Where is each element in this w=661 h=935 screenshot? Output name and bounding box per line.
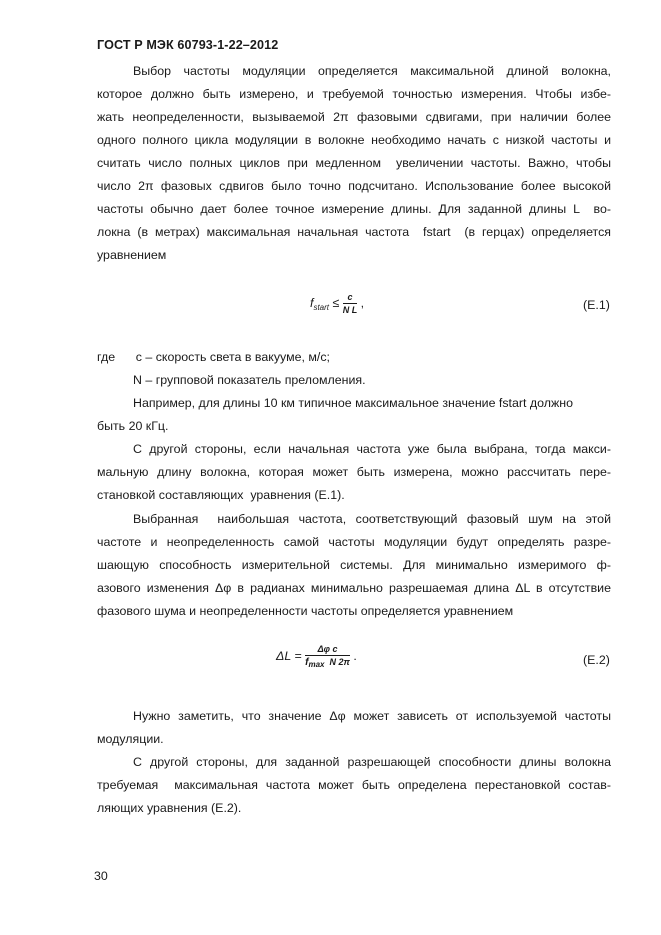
where-c-line: где c – скорость света в вакууме, м/с; — [97, 350, 330, 364]
text-line: считать число полных циклов при медленном увеличении частоты. Важно, чтобы — [97, 156, 611, 170]
eq1-relation: ≤ — [332, 295, 340, 310]
document-header: ГОСТ Р МЭК 60793-1-22–2012 — [97, 38, 279, 52]
equation-e2 — [276, 644, 357, 669]
text-line: ляющих уравнения (Е.2). — [97, 801, 242, 815]
text-line: локна (в метрах) максимальная начальная частота fstart (в герцах) определяется — [97, 225, 611, 239]
text-line: модуляции. — [97, 732, 164, 746]
text-line: быть 20 кГц. — [97, 419, 169, 433]
eq2-fraction — [305, 644, 350, 669]
eq2-den-f-sub: max — [308, 660, 325, 669]
eq2-lhs: ΔL = — [276, 648, 302, 663]
text-line: которое должно быть измерено, и требуемой точностью измерения. Чтобы избе- — [97, 87, 611, 101]
text-line: уравнением — [97, 248, 167, 262]
eq2-numerator: Δφ c — [305, 644, 350, 656]
eq2-den-rest: N 2π — [329, 657, 350, 667]
eq1-numerator: c — [343, 292, 358, 304]
equation-number-e1: (Е.1) — [583, 298, 610, 312]
eq1-tail: , — [357, 295, 365, 310]
equation-e1 — [310, 292, 364, 315]
eq1-lhs-sub: start — [313, 302, 330, 312]
text-line: фазового шума и неопределенности частоты определяется уравнением — [97, 604, 514, 618]
text-line: одного полного цикла модуляции в волокне необходимо начать с низкой частоты и — [97, 133, 611, 147]
text-line: азового изменения Δφ в радианах минимально разрешаемая длина ΔL в отсутствие — [97, 581, 611, 595]
text-line: Выбор частоты модуляции определяется максимальной длиной волокна, — [133, 64, 611, 78]
eq2-tail: . — [349, 648, 357, 663]
text-line: С другой стороны, для заданной разрешающей способности длины волокна — [133, 755, 611, 769]
text-line: С другой стороны, если начальная частота уже была выбрана, тогда макси- — [133, 442, 611, 456]
equation-number-e2: (Е.2) — [583, 653, 610, 667]
page-number: 30 — [94, 869, 108, 883]
eq1-lhs: f — [310, 295, 314, 310]
text-line: становкой составляющих уравнения (Е.1). — [97, 488, 345, 502]
eq1-fraction — [343, 292, 358, 315]
text-line: частоты обычно дает более точное измерение длины. Для заданной длины L во- — [97, 202, 611, 216]
text-line: шающую способность измерительной системы. Для минимально измеримого ф- — [97, 558, 611, 572]
text-line: Нужно заметить, что значение Δφ может зависеть от используемой частоты — [133, 709, 611, 723]
text-line: Выбранная наибольшая частота, соответствующий фазовый шум на этой — [133, 512, 611, 526]
text-line: Например, для длины 10 км типичное максимальное значение fstart должно — [133, 396, 574, 410]
text-line: требуемая максимальная частота может быть определена перестановкой состав- — [97, 778, 611, 792]
eq2-den-f: f — [305, 657, 309, 668]
text-line: жать неопределенности, вызываемой 2π фазовыми сдвигами, при наличии более — [97, 110, 611, 124]
text-line: частоте и неопределенность самой частоты модуляции будут определять разре- — [97, 535, 611, 549]
text-line: мальную длину волокна, которая может быть измерена, можно рассчитать пере- — [97, 465, 611, 479]
text-line: число 2π фазовых сдвигов было точно подсчитано. Использование более высокой — [97, 179, 611, 193]
where-n-line: N – групповой показатель преломления. — [133, 373, 366, 387]
eq2-denominator — [305, 656, 350, 669]
eq1-denominator: N L — [342, 305, 358, 315]
